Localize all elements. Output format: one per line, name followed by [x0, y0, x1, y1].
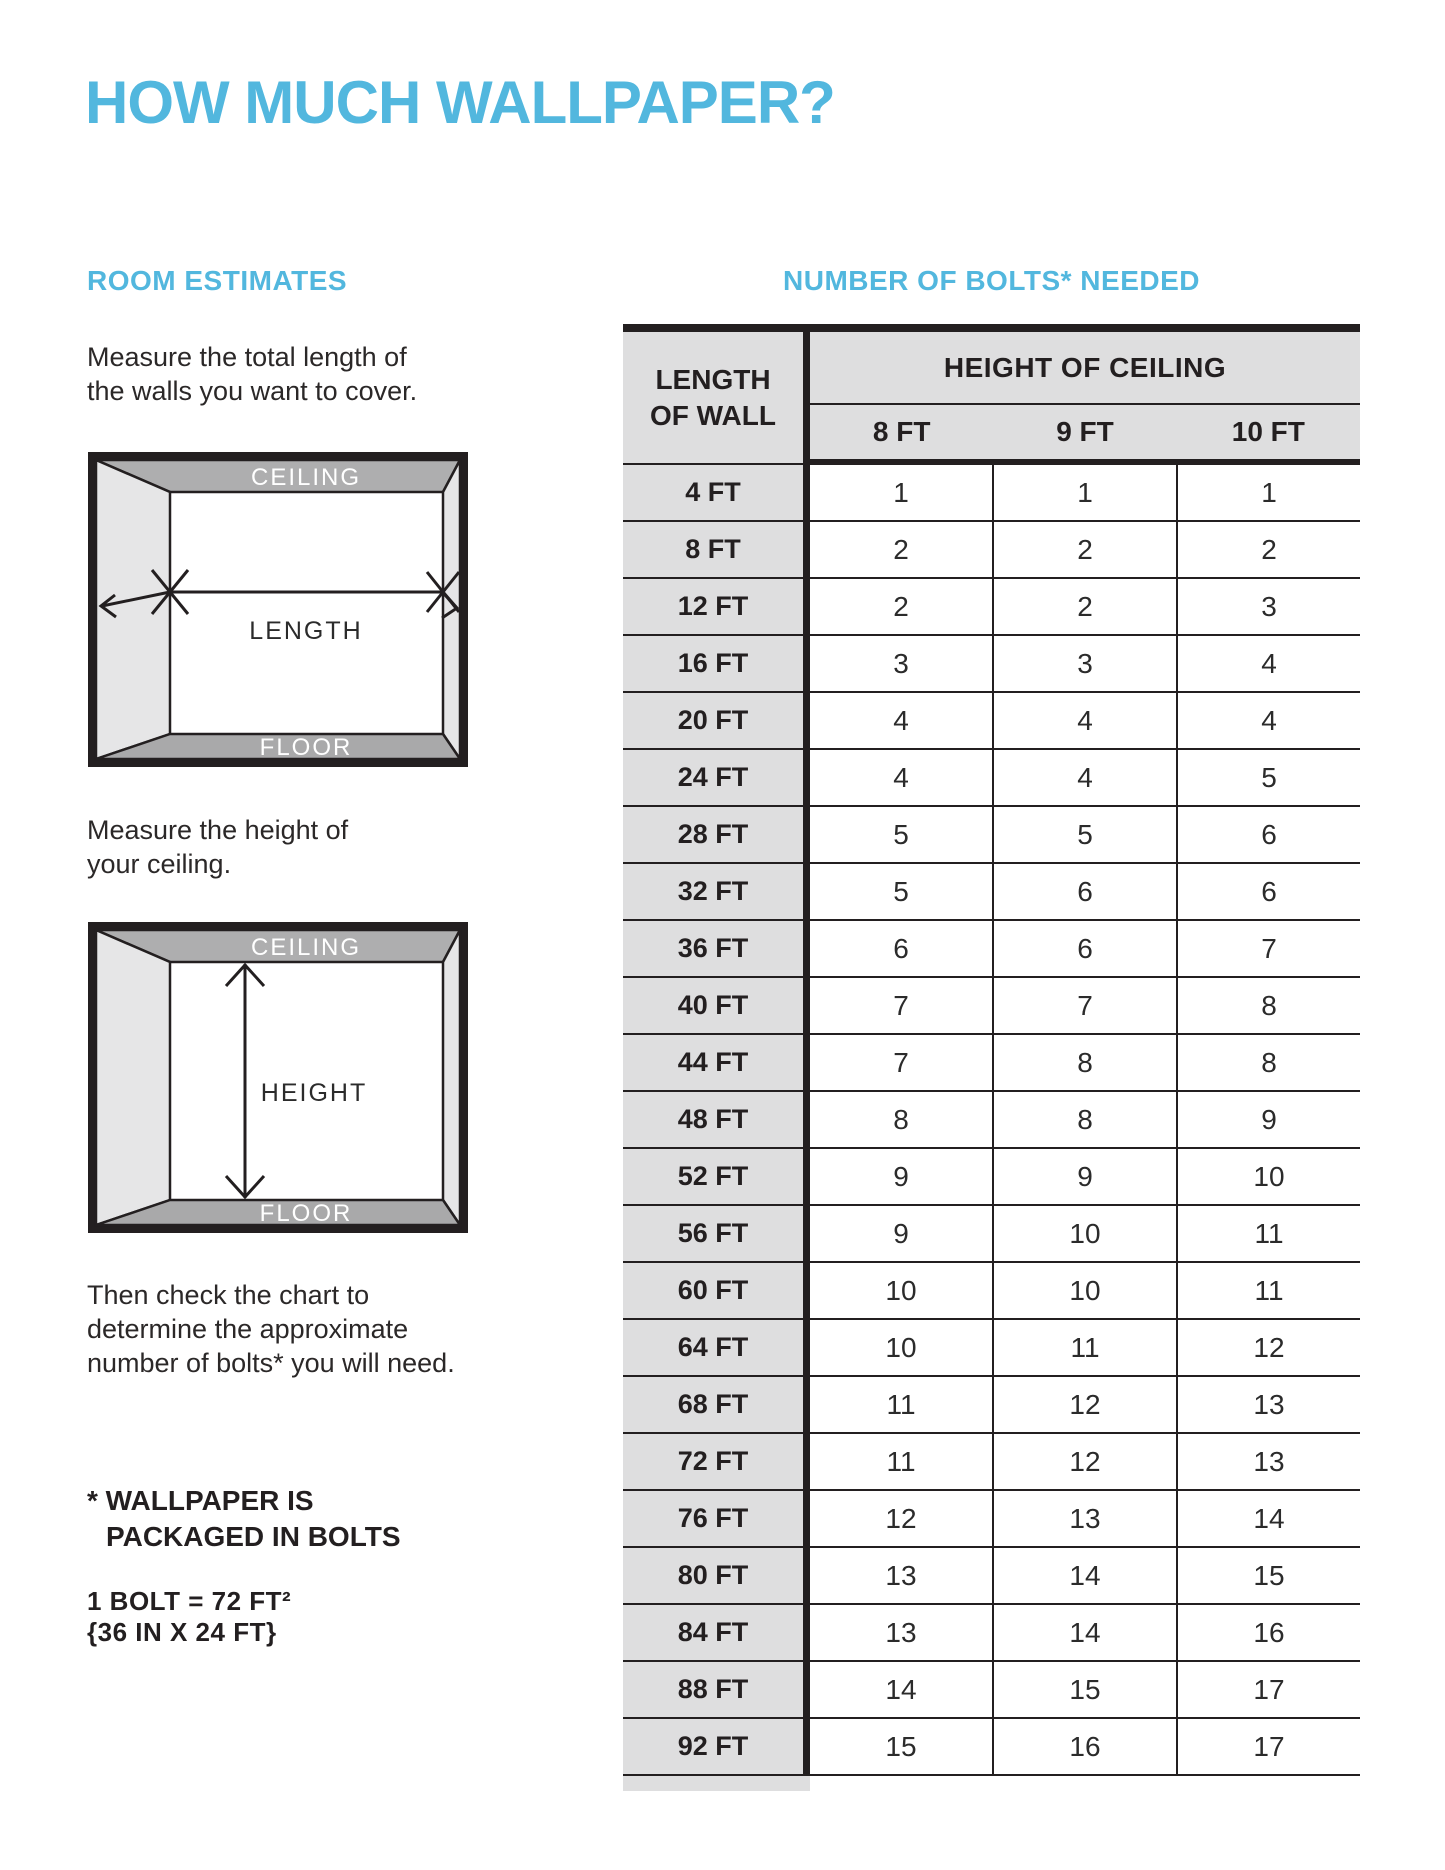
wall-length-cell: 80 FT [623, 1548, 810, 1603]
wall-length-cell: 56 FT [623, 1206, 810, 1261]
bolt-count-cell: 11 [810, 1377, 992, 1432]
bolt-count-cell: 14 [992, 1548, 1176, 1603]
bolt-size-info [87, 1586, 291, 1648]
bolt-count-cell: 11 [1176, 1263, 1360, 1318]
table-row [623, 1320, 1360, 1377]
table-row [623, 1263, 1360, 1320]
bolt-count-cell: 13 [1176, 1377, 1360, 1432]
col-header-9ft: 9 FT [1056, 416, 1114, 447]
table-row [623, 693, 1360, 750]
table-body [623, 465, 1360, 1776]
bolt-count-cell: 7 [810, 1035, 992, 1090]
bolt-count-cell: 7 [1176, 921, 1360, 976]
bolt-count-cell: 10 [992, 1263, 1176, 1318]
bolt-count-cell: 13 [992, 1491, 1176, 1546]
bolt-count-cell: 5 [810, 864, 992, 919]
text-line: the walls you want to cover. [87, 376, 418, 406]
bolt-count-cell: 14 [1176, 1491, 1360, 1546]
left-wall-plane [96, 930, 170, 1225]
bolt-count-cell: 10 [810, 1320, 992, 1375]
col-header-8ft: 8 FT [872, 416, 931, 447]
room-length-diagram [88, 452, 468, 767]
bolt-count-cell: 13 [810, 1548, 992, 1603]
bolt-count-cell: 15 [1176, 1548, 1360, 1603]
bolt-count-cell: 12 [992, 1377, 1176, 1432]
bolt-count-cell: 3 [1176, 579, 1360, 634]
table-header [623, 332, 1360, 465]
bolt-count-cell: 9 [810, 1149, 992, 1204]
bolt-count-cell: 4 [992, 750, 1176, 805]
bolt-count-cell: 13 [810, 1605, 992, 1660]
table-row [623, 1719, 1360, 1776]
bolt-count-cell: 7 [992, 978, 1176, 1033]
bolt-count-cell: 16 [992, 1719, 1176, 1774]
bolt-count-cell: 1 [810, 465, 992, 520]
height-of-ceiling-header: HEIGHT OF CEILING [810, 332, 1360, 405]
wall-length-cell: 16 FT [623, 636, 810, 691]
wall-length-cell: 68 FT [623, 1377, 810, 1432]
table-row [623, 522, 1360, 579]
bolt-count-cell: 8 [992, 1092, 1176, 1147]
bolt-count-cell: 4 [810, 750, 992, 805]
table-row [623, 1035, 1360, 1092]
page-title: HOW MUCH WALLPAPER? [85, 69, 835, 136]
bolts-table [623, 324, 1360, 1791]
wall-length-cell: 32 FT [623, 864, 810, 919]
wall-length-cell: 40 FT [623, 978, 810, 1033]
bolt-count-cell: 2 [1176, 522, 1360, 577]
bolt-count-cell: 8 [992, 1035, 1176, 1090]
bolt-count-cell: 14 [810, 1662, 992, 1717]
table-row [623, 1092, 1360, 1149]
bolts-needed-heading: NUMBER OF BOLTS* NEEDED [783, 265, 1200, 296]
wall-length-cell: 44 FT [623, 1035, 810, 1090]
bolt-count-cell: 8 [1176, 1035, 1360, 1090]
bolt-count-cell: 4 [992, 693, 1176, 748]
bolt-count-cell: 5 [992, 807, 1176, 862]
bolt-count-cell: 11 [810, 1434, 992, 1489]
table-row [623, 636, 1360, 693]
text-line: Measure the total length of [87, 342, 407, 372]
height-dimension-label: HEIGHT [260, 1079, 368, 1107]
bolt-count-cell: 10 [1176, 1149, 1360, 1204]
table-row [623, 1605, 1360, 1662]
table-row [623, 1149, 1360, 1206]
bolt-count-cell: 6 [810, 921, 992, 976]
floor-label: FLOOR [259, 1200, 353, 1227]
wall-length-cell: 76 FT [623, 1491, 810, 1546]
instruction-measure-height [87, 813, 348, 881]
length-dimension-label: LENGTH [249, 617, 363, 645]
bolt-count-cell: 15 [992, 1662, 1176, 1717]
wall-length-cell: 28 FT [623, 807, 810, 862]
wall-length-cell: 60 FT [623, 1263, 810, 1318]
table-row [623, 1434, 1360, 1491]
bolt-count-cell: 2 [992, 579, 1176, 634]
right-wall-plane [443, 930, 460, 1225]
bolt-count-cell: 1 [1176, 465, 1360, 520]
ceiling-label: CEILING [250, 464, 362, 491]
text-line: your ceiling. [87, 849, 232, 879]
table-row [623, 1377, 1360, 1434]
ceiling-label: CEILING [250, 934, 362, 961]
bolt-count-cell: 6 [1176, 864, 1360, 919]
bolt-count-cell: 11 [992, 1320, 1176, 1375]
wall-length-cell: 24 FT [623, 750, 810, 805]
length-of-wall-header [623, 332, 810, 465]
header-line: OF WALL [650, 399, 776, 431]
bolt-count-cell: 12 [810, 1491, 992, 1546]
bolt-count-cell: 2 [810, 579, 992, 634]
wall-length-cell: 64 FT [623, 1320, 810, 1375]
bolt-count-cell: 9 [1176, 1092, 1360, 1147]
bolt-count-cell: 10 [810, 1263, 992, 1318]
bolt-count-cell: 7 [810, 978, 992, 1033]
bolt-count-cell: 9 [992, 1149, 1176, 1204]
bolt-count-cell: 11 [1176, 1206, 1360, 1261]
bolt-count-cell: 2 [810, 522, 992, 577]
room-estimates-heading: ROOM ESTIMATES [87, 265, 348, 296]
bolt-count-cell: 14 [992, 1605, 1176, 1660]
bolt-count-cell: 4 [810, 693, 992, 748]
text-line: Measure the height of [87, 815, 349, 845]
table-row [623, 579, 1360, 636]
room-height-diagram [88, 922, 468, 1233]
bolt-count-cell: 16 [1176, 1605, 1360, 1660]
bolt-count-cell: 15 [810, 1719, 992, 1774]
bolt-count-cell: 9 [810, 1206, 992, 1261]
wall-length-cell: 92 FT [623, 1719, 810, 1774]
table-row [623, 1662, 1360, 1719]
bolt-count-cell: 12 [1176, 1320, 1360, 1375]
bolt-equation: 1 BOLT = 72 FT² [87, 1586, 292, 1616]
bolt-count-cell: 13 [1176, 1434, 1360, 1489]
bolt-count-cell: 6 [1176, 807, 1360, 862]
bolt-count-cell: 17 [1176, 1662, 1360, 1717]
bolt-count-cell: 1 [992, 465, 1176, 520]
wall-length-cell: 8 FT [623, 522, 810, 577]
bolt-count-cell: 3 [992, 636, 1176, 691]
instruction-check-chart [87, 1278, 455, 1380]
table-row [623, 864, 1360, 921]
bolt-count-cell: 5 [810, 807, 992, 862]
wall-length-cell: 88 FT [623, 1662, 810, 1717]
ceiling-height-header-group [810, 332, 1360, 465]
wall-length-cell: 36 FT [623, 921, 810, 976]
wall-length-cell: 20 FT [623, 693, 810, 748]
wall-length-cell: 12 FT [623, 579, 810, 634]
bolt-count-cell: 12 [992, 1434, 1176, 1489]
bolt-count-cell: 8 [810, 1092, 992, 1147]
footnote-line: PACKAGED IN BOLTS [106, 1521, 401, 1552]
text-line: number of bolts* you will need. [87, 1348, 455, 1378]
table-row [623, 465, 1360, 522]
wall-length-cell: 4 FT [623, 465, 810, 520]
wall-length-cell: 48 FT [623, 1092, 810, 1147]
bolt-dimensions: {36 IN X 24 FT} [87, 1617, 277, 1647]
col-header-10ft: 10 FT [1231, 416, 1305, 447]
bolt-count-cell: 17 [1176, 1719, 1360, 1774]
table-row [623, 750, 1360, 807]
bolt-count-cell: 10 [992, 1206, 1176, 1261]
table-row [623, 1491, 1360, 1548]
table-row [623, 807, 1360, 864]
table-row [623, 1548, 1360, 1605]
floor-label: FLOOR [259, 734, 353, 761]
bolt-count-cell: 6 [992, 864, 1176, 919]
footnote-line: * WALLPAPER IS [87, 1485, 314, 1516]
bolt-count-cell: 8 [1176, 978, 1360, 1033]
bolt-count-cell: 5 [1176, 750, 1360, 805]
bolt-count-cell: 6 [992, 921, 1176, 976]
wall-length-cell: 52 FT [623, 1149, 810, 1204]
wall-length-cell: 72 FT [623, 1434, 810, 1489]
bolt-count-cell: 4 [1176, 636, 1360, 691]
table-row [623, 921, 1360, 978]
bolt-count-cell: 4 [1176, 693, 1360, 748]
text-line: Then check the chart to [87, 1280, 370, 1310]
ceiling-height-subheaders [810, 405, 1360, 459]
table-row [623, 978, 1360, 1035]
table-gray-stub [623, 1776, 810, 1791]
header-line: LENGTH [655, 363, 771, 395]
bolts-footnote [87, 1483, 401, 1555]
instruction-measure-length [87, 340, 417, 408]
table-row [623, 1206, 1360, 1263]
bolt-count-cell: 3 [810, 636, 992, 691]
bolt-count-cell: 2 [992, 522, 1176, 577]
wall-length-cell: 84 FT [623, 1605, 810, 1660]
text-line: determine the approximate [87, 1314, 409, 1344]
